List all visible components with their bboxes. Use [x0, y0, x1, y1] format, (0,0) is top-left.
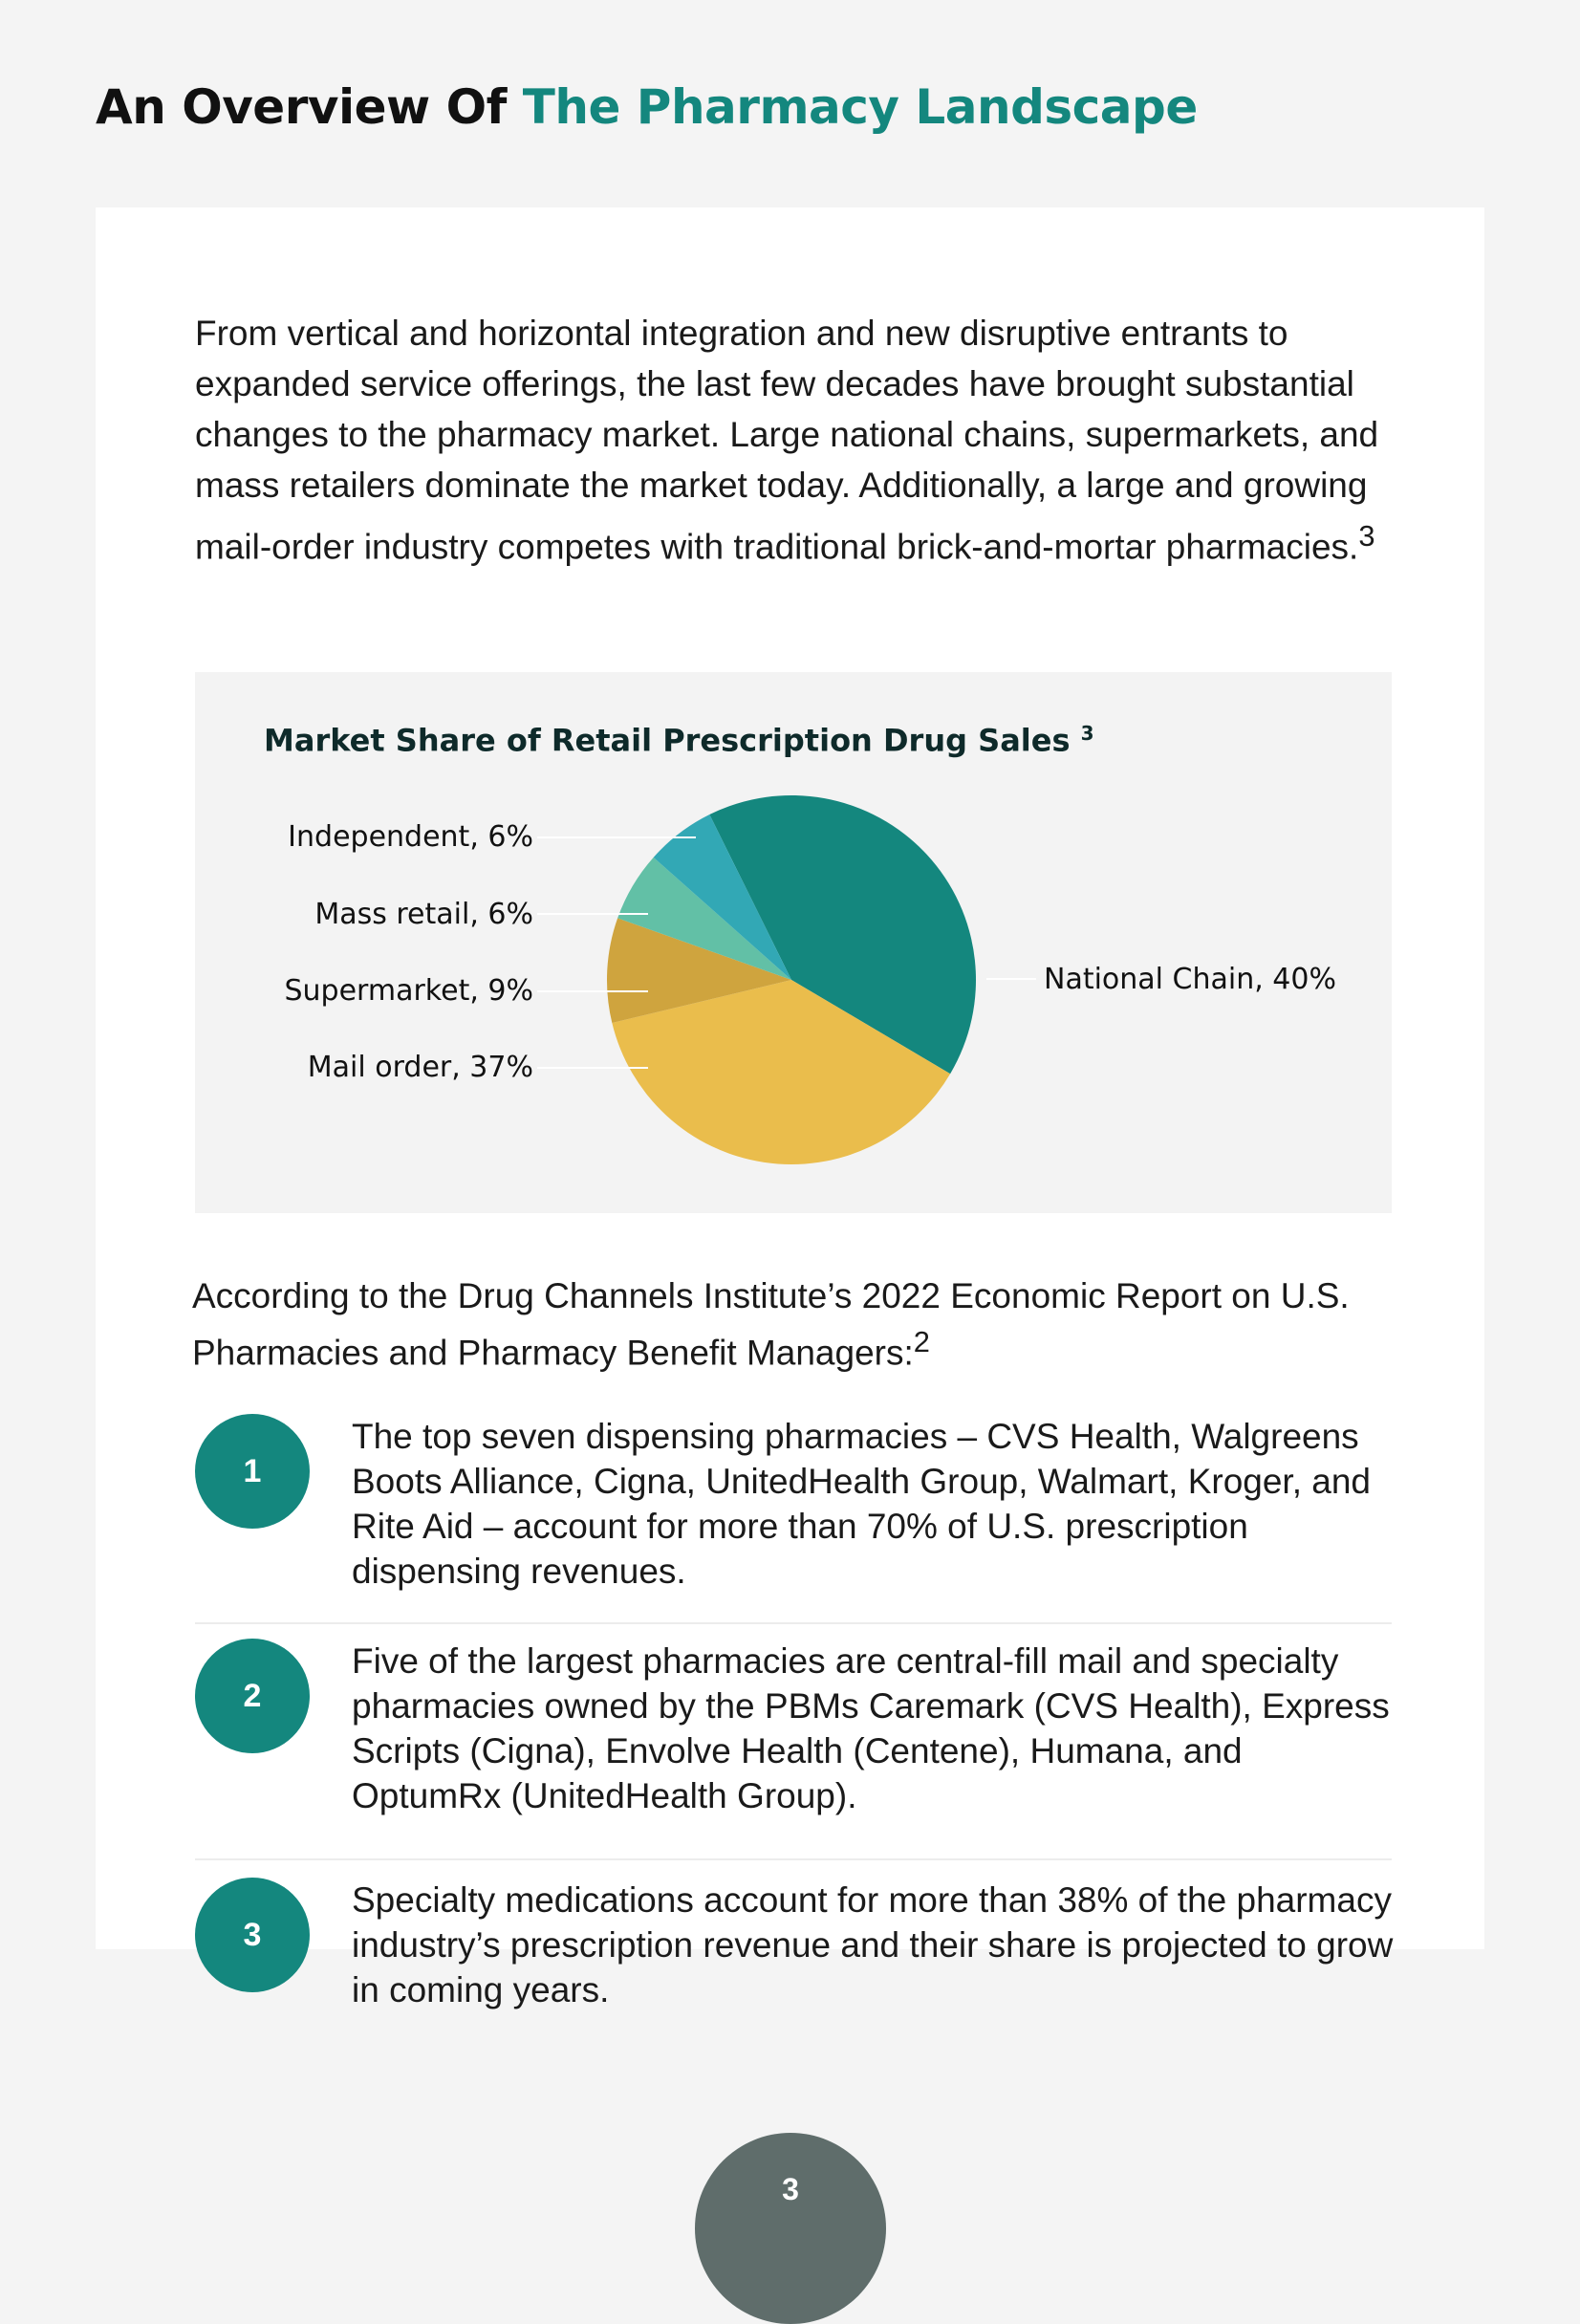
finding-text: Specialty medications account for more than 38% of the pharmacy industry’s prescription revenue and their share is projected to grow in coming years.	[352, 1880, 1394, 2009]
slice-label-mail-order: Mail order, 37%	[307, 1051, 533, 1084]
slice-label-national-chain: National Chain, 40%	[1044, 963, 1336, 996]
pie-chart	[195, 672, 1392, 1213]
market-share-chart	[195, 672, 1392, 1213]
slice-label-supermarket: Supermarket, 9%	[284, 974, 533, 1008]
page-title-prefix: An Overview Of	[96, 79, 523, 135]
report-intro	[192, 1273, 1377, 1376]
report-intro-footnote: 2	[913, 1325, 930, 1358]
page-number: 3	[782, 2172, 799, 2206]
intro-text: From vertical and horizontal integration and new disruptive entrants to expanded service offerings, the last few decades have brought substantial changes to the pharmacy market. Large national chains, supermarkets, and mass retailers dominate the market today. Additionally, a large and growing mail-order industry competes with traditional brick-and-mortar pharmacies.	[195, 314, 1379, 567]
intro-paragraph	[195, 308, 1380, 572]
slice-label-independent: Independent, 6%	[288, 820, 533, 854]
intro-footnote: 3	[1358, 519, 1375, 553]
page-title-accent: The Pharmacy Landscape	[522, 79, 1198, 135]
chart-title-text: Market Share of Retail Prescription Drug Sales	[264, 722, 1071, 759]
divider	[195, 1622, 1392, 1624]
finding-number-badge: 1	[195, 1414, 310, 1529]
content-card	[96, 207, 1484, 2009]
chart-title-footnote: 3	[1080, 722, 1094, 745]
page-number-badge	[695, 2133, 886, 2324]
finding-text: Five of the largest pharmacies are central-fill mail and specialty pharmacies owned by the PBMs Caremark (CVS Health), Express Scripts (Cigna), Envolve Health (Centene), Humana, and OptumRx (UnitedHealth Group).	[352, 1641, 1390, 1815]
divider	[195, 1858, 1392, 1860]
slice-label-mass-retail: Mass retail, 6%	[314, 898, 533, 931]
finding-text: The top seven dispensing pharmacies – CVS Health, Walgreens Boots Alliance, Cigna, UnitedHealth Group, Walmart, Kroger, and Rite Aid – account for more than 70% of U.S. prescription dispensing revenues.	[352, 1417, 1372, 1591]
finding-number-badge: 3	[195, 1878, 310, 1992]
finding-number-badge: 2	[195, 1639, 310, 1753]
page-title	[96, 76, 1198, 138]
report-intro-text: According to the Drug Channels Institute’s 2022 Economic Report on U.S. Pharmacies and Pharmacy Benefit Managers:	[192, 1276, 1350, 1373]
